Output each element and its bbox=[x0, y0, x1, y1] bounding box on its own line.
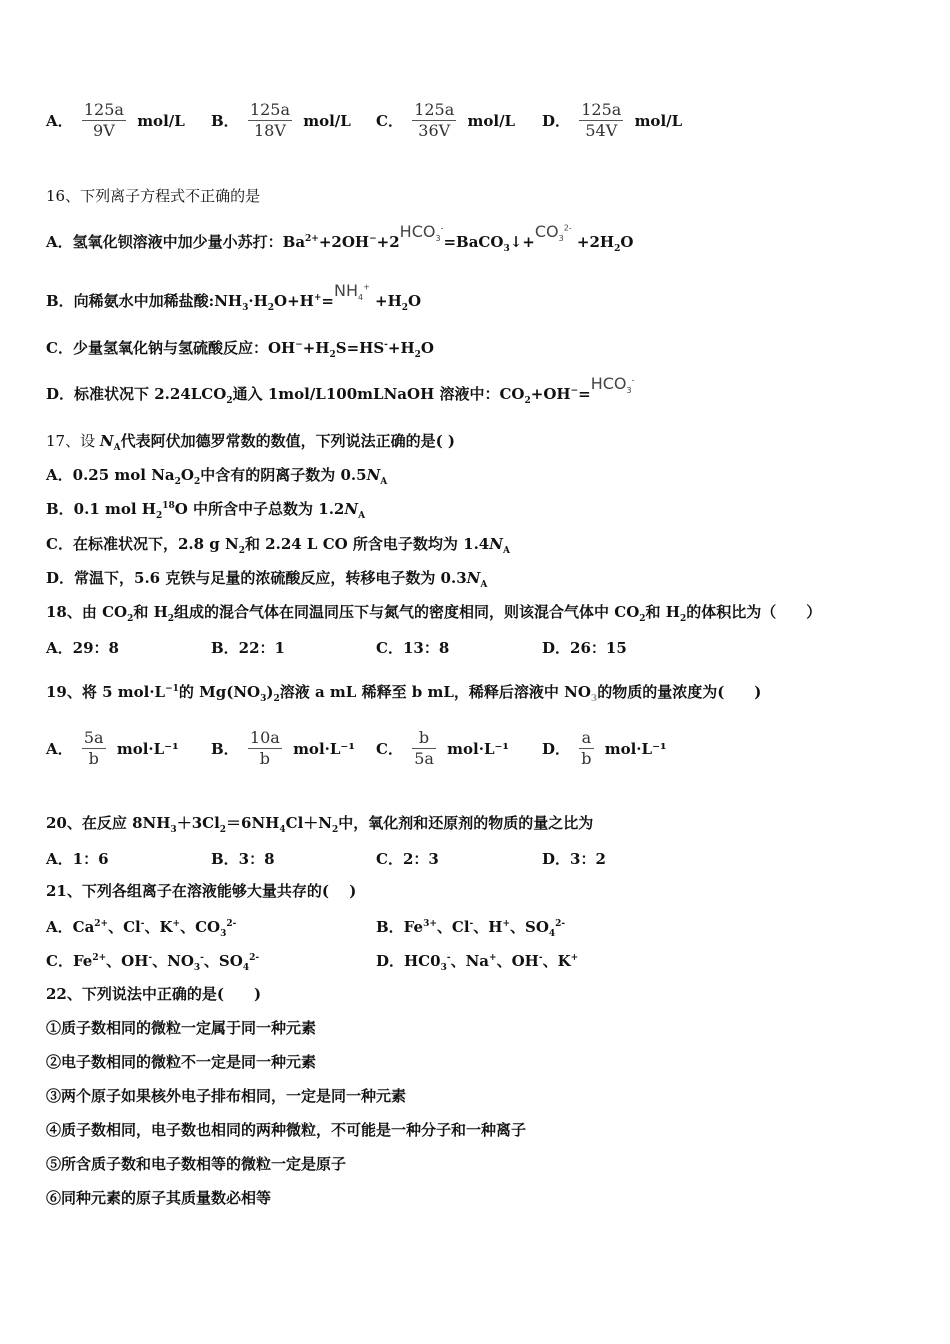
q18-option-c: C．13：8 bbox=[376, 639, 450, 657]
q21-option-b: B．$Fe^{3+}$、Cl-、H+、$SO_4^{2-}$ bbox=[376, 918, 566, 939]
unit: mol·L⁻¹ bbox=[293, 739, 355, 758]
text: ·H bbox=[248, 292, 268, 310]
text: D．常温下，5.6 克铁与足量的浓硫酸反应，转移电子数为 0.3 bbox=[46, 569, 467, 587]
text: +H bbox=[387, 339, 415, 357]
text: 和 2.24 L CO 所含电子数均为 1.4 bbox=[244, 535, 490, 553]
q22-item: ⑤所含质子数和电子数相等的微粒一定是原子 bbox=[46, 1155, 347, 1173]
q17-option-c: C．在标准状况下，2.8 g $N_2$和 2.24 L CO 所含电子数均为 $1.4N_A$ bbox=[46, 535, 510, 556]
numerator: 125a bbox=[414, 100, 455, 119]
text: ↓+ bbox=[509, 233, 535, 251]
text: S=HS bbox=[335, 339, 385, 357]
text: O bbox=[180, 466, 194, 484]
q17-stem bbox=[46, 432, 455, 453]
formula-image: $HCO_3^-$ bbox=[590, 374, 635, 396]
text: +2 bbox=[376, 233, 400, 251]
q22-stem: 22、下列说法中正确的是( ) bbox=[46, 985, 262, 1003]
q22-item: ④质子数相同，电子数也相同的两种微粒，不可能是一种分子和一种离子 bbox=[46, 1121, 527, 1139]
q16-stem: 16、下列离子方程式不正确的是 bbox=[46, 187, 261, 205]
option-label: B． bbox=[211, 112, 239, 130]
q16-option-b: B．向稀氨水中加稀盐酸$:NH_3\cdot H_2O+H^+=NH_4^+ +H_2O$ bbox=[46, 281, 422, 313]
text: O bbox=[420, 339, 434, 357]
numerator: 125a bbox=[249, 100, 290, 119]
text: 中含有的阴离子数为 0.5 bbox=[200, 466, 367, 484]
q22-item: ①质子数相同的微粒一定属于同一种元素 bbox=[46, 1019, 317, 1037]
text: ) bbox=[266, 683, 274, 701]
q19-option-c bbox=[376, 728, 509, 769]
fraction bbox=[248, 100, 292, 141]
numerator: 125a bbox=[83, 100, 124, 119]
text: 代表阿伏加德罗常数的数值，下列说法正确的是( ) bbox=[120, 432, 455, 450]
denominator: 36V bbox=[418, 121, 451, 140]
text: O+H bbox=[274, 292, 314, 310]
text: HCO bbox=[590, 374, 627, 393]
q17-option-a: A．0.25 mol $Na_2O_2$中含有的阴离子数为 $0.5N_A$ bbox=[46, 466, 388, 487]
text: ＝6NH bbox=[226, 814, 280, 832]
q17-option-b: B．0.1 mol $H_2^{18}O$ 中所含中子总数为 $1.2N_A$ bbox=[46, 500, 366, 521]
fraction bbox=[82, 728, 106, 769]
denominator: b bbox=[88, 749, 99, 768]
text: =BaCO bbox=[443, 233, 504, 251]
denominator: 9V bbox=[93, 121, 115, 140]
text: 19、将 5 mol·L bbox=[46, 683, 166, 701]
text: HCO bbox=[399, 222, 436, 241]
text: 的体积比为（ ） bbox=[686, 603, 822, 621]
q16-option-c: C．少量氢氧化钠与氢硫酸反应：$OH^-+H_2S=HS^-+H_2O$ bbox=[46, 339, 434, 360]
text: = bbox=[321, 292, 334, 310]
text: 和 H bbox=[645, 603, 680, 621]
text: +H bbox=[375, 292, 402, 310]
q15-option-b bbox=[211, 100, 351, 141]
unit: mol/L bbox=[137, 111, 185, 130]
denominator: 18V bbox=[254, 121, 286, 140]
text: 20、在反应 8NH bbox=[46, 814, 171, 832]
option-label: D． bbox=[542, 112, 571, 130]
q16-option-d: D．标准状况下 $2.24LCO_2$通入 1mol/L100mLNaOH 溶液中：$CO_2+OH^-=HCO_3^-$ bbox=[46, 374, 635, 406]
fraction bbox=[579, 100, 623, 141]
q18-stem: 18、由 $CO_2$和 $H_2$组成的混合气体在同温同压下与氮气的密度相同，则该混合气体中 $CO_2$和 $H_2$的体积比为（ ） bbox=[46, 603, 822, 624]
text: A．0.25 mol Na bbox=[46, 466, 175, 484]
text: B．向稀氨水中加稀盐酸:NH bbox=[46, 292, 243, 310]
text: 溶液 a mL 稀释至 b mL，稀释后溶液中 NO bbox=[279, 683, 591, 701]
denominator: 5a bbox=[414, 749, 434, 768]
numerator: 5a bbox=[83, 728, 104, 747]
q16-option-a: A．氢氧化钡溶液中加少量小苏打：$Ba^{2+}+2OH^-+2HCO_3^-=BaCO_3↓+CO_3^{2-} +2H_2O$ bbox=[46, 222, 634, 254]
text: A bbox=[113, 443, 121, 453]
denominator: 54V bbox=[585, 121, 618, 140]
text: O 中所含中子总数为 1.2 bbox=[174, 500, 345, 518]
text: 18、由 CO bbox=[46, 603, 128, 621]
q21-option-d: D．$HC0_3^-$、Na+、OH-、K+ bbox=[376, 952, 579, 973]
q19-option-a bbox=[46, 728, 179, 769]
text: 的物质的量浓度为( ) bbox=[597, 683, 762, 701]
q21-option-a: A．$Ca^{2+}$、Cl-、K+、$CO_3^{2-}$ bbox=[46, 918, 237, 939]
formula-image: $NH_4^+$ bbox=[333, 281, 370, 303]
q19-option-d bbox=[542, 728, 667, 769]
q15-option-c bbox=[376, 100, 515, 141]
option-label: A． bbox=[46, 112, 73, 130]
q17-option-d: D．常温下，5.6 克铁与足量的浓硫酸反应，转移电子数为 $0.3N_A$ bbox=[46, 569, 488, 590]
q19-stem: 19、将 5 $mol\cdot L^{-1}$的 $Mg(NO_3)_2$溶液 a mL 稀释至 b mL，稀释后溶液中 $NO_3$的物质的量浓度为( ) bbox=[46, 683, 762, 704]
unit: mol·L⁻¹ bbox=[447, 739, 509, 758]
text: N bbox=[99, 432, 114, 450]
text: A．Ca bbox=[46, 918, 95, 936]
option-label: B． bbox=[211, 740, 239, 758]
unit: mol·L⁻¹ bbox=[116, 739, 179, 758]
text: CO bbox=[534, 222, 559, 241]
q19-option-b bbox=[211, 728, 355, 769]
fraction bbox=[412, 100, 456, 141]
unit: mol/L bbox=[634, 111, 683, 130]
text: C．在标准状况下，2.8 g N bbox=[46, 535, 239, 553]
text: O bbox=[408, 292, 422, 310]
text: B．Fe bbox=[376, 918, 424, 936]
text: C．少量氢氧化钠与氢硫酸反应：OH bbox=[46, 339, 296, 357]
q22-item: ③两个原子如果核外电子排布相同，一定是同一种元素 bbox=[46, 1087, 407, 1105]
q21-option-c: C．$Fe^{2+}$、OH-、$NO_3^-$、$SO_4^{2-}$ bbox=[46, 952, 260, 973]
fraction bbox=[82, 100, 126, 141]
fraction bbox=[412, 728, 436, 769]
text: +H bbox=[302, 339, 330, 357]
option-label: D． bbox=[542, 740, 571, 758]
q18-option-a: A．29：8 bbox=[46, 639, 119, 657]
text: A．氢氧化钡溶液中加少量小苏打：Ba bbox=[46, 233, 306, 251]
formula-image: $CO_3^{2-}$ bbox=[534, 222, 572, 244]
text: O bbox=[620, 233, 634, 251]
option-label: C． bbox=[376, 112, 403, 130]
q20-option-b: B．3：8 bbox=[211, 850, 275, 868]
fraction bbox=[248, 728, 282, 769]
text: ＋3Cl bbox=[176, 814, 220, 832]
numerator: a bbox=[579, 728, 593, 749]
text: +2H bbox=[576, 233, 615, 251]
q22-item: ⑥同种元素的原子其质量数必相等 bbox=[46, 1189, 272, 1207]
text: C．Fe bbox=[46, 952, 93, 970]
numerator: b bbox=[412, 728, 436, 749]
denominator: b bbox=[259, 749, 270, 768]
text: 17、设 bbox=[46, 432, 100, 450]
numerator: 125a bbox=[581, 100, 622, 119]
q20-option-c: C．2：3 bbox=[376, 850, 439, 868]
q15-option-d bbox=[542, 100, 682, 141]
text: Cl＋N bbox=[285, 814, 332, 832]
q20-option-a: A．1：6 bbox=[46, 850, 109, 868]
unit: mol·L⁻¹ bbox=[604, 739, 667, 758]
formula-image: $HCO_3^-$ bbox=[399, 222, 444, 244]
text: 的 Mg(NO bbox=[178, 683, 261, 701]
text: 通入 1mol/L100mLNaOH 溶液中：CO bbox=[232, 385, 525, 403]
option-label: A． bbox=[46, 740, 73, 758]
text: +OH bbox=[530, 385, 571, 403]
text: 组成的混合气体在同温同压下与氮气的密度相同，则该混合气体中 CO bbox=[174, 603, 640, 621]
denominator: b bbox=[581, 749, 592, 768]
q22-item: ②电子数相同的微粒不一定是同一种元素 bbox=[46, 1053, 317, 1071]
text: +2OH bbox=[318, 233, 370, 251]
text: 中，氧化剂和还原剂的物质的量之比为 bbox=[338, 814, 594, 832]
numerator: 10a bbox=[249, 728, 280, 747]
q20-stem: 20、在反应 $8NH_3+3Cl_2=6NH_4Cl+N_2$中，氧化剂和还原剂的物质的量之比为 bbox=[46, 814, 594, 835]
q21-stem: 21、下列各组离子在溶液能够大量共存的( ) bbox=[46, 882, 357, 900]
unit: mol/L bbox=[303, 111, 351, 130]
text: = bbox=[578, 385, 591, 403]
option-label: C． bbox=[376, 740, 403, 758]
text: D．标准状况下 2.24LCO bbox=[46, 385, 227, 403]
text: B．0.1 mol H bbox=[46, 500, 156, 518]
text: D．HC0 bbox=[376, 952, 441, 970]
fraction bbox=[579, 728, 593, 769]
q18-option-b: B．22：1 bbox=[211, 639, 285, 657]
q18-option-d: D．26：15 bbox=[542, 639, 627, 657]
q20-option-d: D．3：2 bbox=[542, 850, 606, 868]
unit: mol/L bbox=[467, 111, 516, 130]
text: NH bbox=[333, 281, 358, 300]
q15-option-a bbox=[46, 100, 185, 141]
text: 和 H bbox=[133, 603, 168, 621]
